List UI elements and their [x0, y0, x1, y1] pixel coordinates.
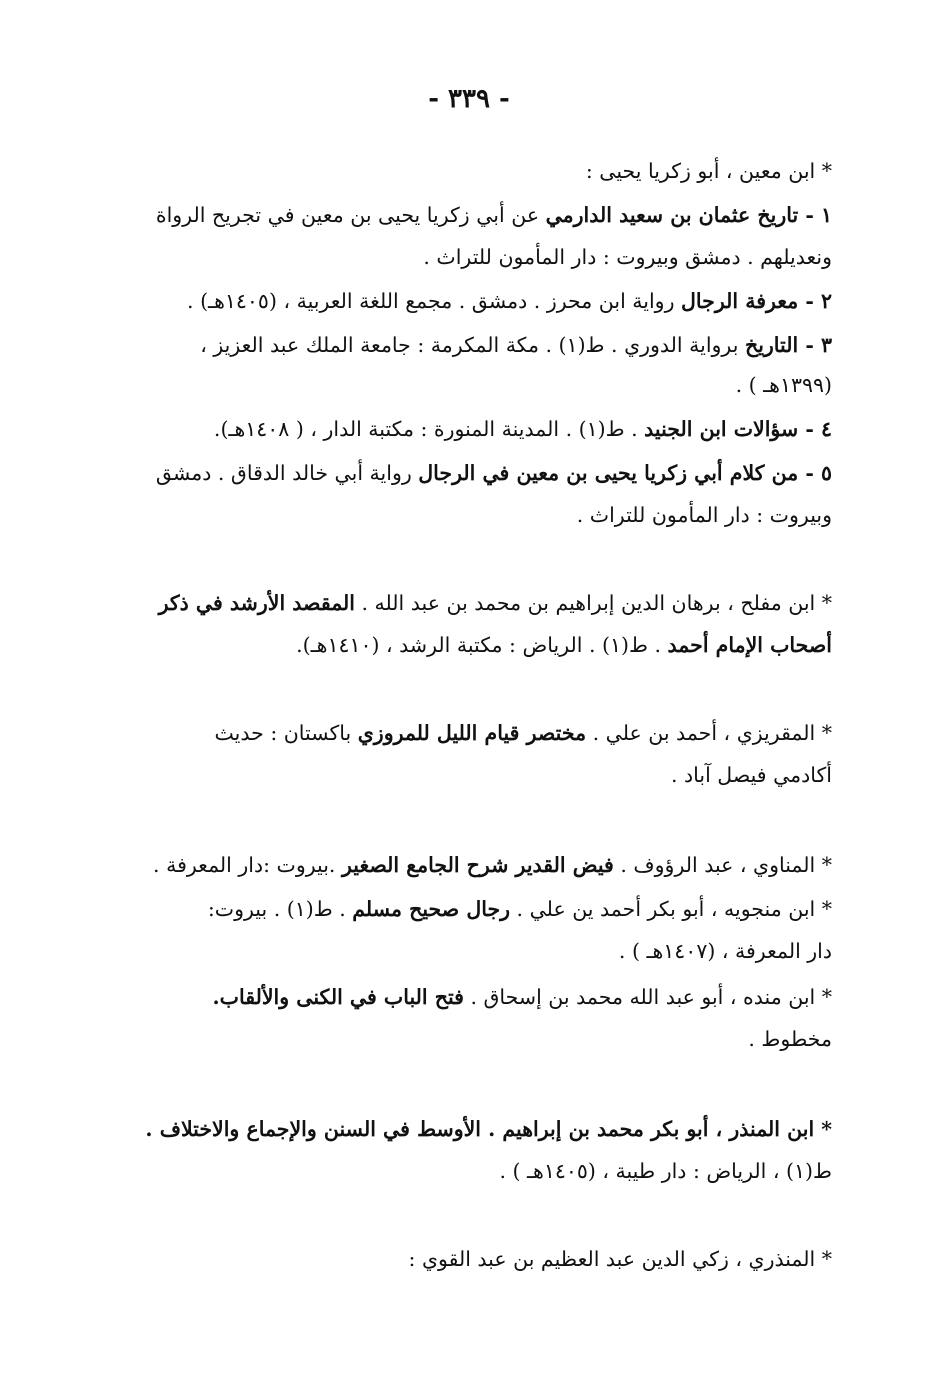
book-title: فتح الباب في الكنى والألقاب.: [212, 985, 464, 1009]
entry-item-2: [106, 280, 832, 322]
entry-ibn-mandah: [106, 976, 832, 1018]
book-title: معرفة الرجال: [681, 289, 799, 313]
entry-heading-ibn-main: * ابن معين ، أبو زكريا يحيى :: [585, 159, 832, 183]
item-number: ٣ -: [798, 333, 832, 357]
book-title: فيض القدير شرح الجامع الصغير: [341, 853, 614, 877]
entry-ibn-mandah-continued: مخطوط .: [748, 1027, 832, 1051]
book-title: من كلام أبي زكريا يحيى بن معين في الرجال: [418, 461, 799, 485]
item-details: رواية ابن محرز . دمشق . مجمع اللغة العربية ، (١٤٠٥هـ) .: [187, 289, 681, 313]
item-details: برواية الدوري . ط(١) . مكة المكرمة : جامعة الملك عبد العزيز ،: [200, 333, 745, 357]
item-number: ٤ -: [798, 417, 832, 441]
entry-item-1-continued: ونعديلهم . دمشق وبيروت : دار المأمون للتراث .: [423, 245, 832, 269]
entry-ibn-manjuyah-continued: دار المعرفة ، (١٤٠٧هـ ) .: [618, 939, 832, 963]
entry-ibn-muflih-continued: [106, 624, 832, 666]
item-details: . ط(١) . المدينة المنورة : مكتبة الدار ، ( ١٤٠٨هـ).: [213, 417, 645, 441]
book-title: المقصد الأرشد في ذكر: [158, 591, 355, 615]
publication-details: .بيروت :دار المعرفة .: [153, 853, 342, 877]
entry-item-5-continued: وبيروت : دار المأمون للتراث .: [576, 503, 832, 527]
book-title: التاريخ: [744, 333, 799, 357]
author-info: * ابن مفلح ، برهان الدين إبراهيم بن محمد بن عبد الله .: [354, 591, 832, 615]
entry-ibn-al-mundhir-continued: ط(١) ، الرياض : دار طيبة ، (١٤٠٥هـ ) .: [499, 1159, 832, 1183]
item-details: رواية أبي خالد الدقاق . دمشق: [155, 461, 419, 485]
entry-item-4: [106, 408, 832, 450]
entry-heading-al-mundhiri: * المنذري ، زكي الدين عبد العظيم بن عبد القوي :: [408, 1247, 832, 1271]
entry-al-munawi: [106, 844, 832, 886]
item-number: ١ -: [798, 203, 832, 227]
entry-item-5: [106, 452, 832, 494]
entry-item-3-continued: (١٣٩٩هـ ) .: [735, 373, 832, 397]
book-title: رجال صحيح مسلم: [352, 897, 511, 921]
book-title: مختصر قيام الليل للمروزي: [357, 721, 587, 745]
entry-al-maqrizi: [106, 712, 832, 754]
entry-ibn-al-mundhir: * ابن المنذر ، أبو بكر محمد بن إبراهيم . الأوسط في السنن والإجماع والاختلاف .: [145, 1117, 832, 1141]
publication-details: . ط(١) . الرياض : مكتبة الرشد ، (١٤١٠هـ).: [296, 633, 668, 657]
book-title-continued: أصحاب الإمام أحمد: [667, 633, 832, 657]
author-info: * المقريزي ، أحمد بن علي .: [586, 721, 832, 745]
item-number: ٢ -: [798, 289, 832, 313]
author-info: * ابن منده ، أبو عبد الله محمد بن إسحاق .: [463, 985, 832, 1009]
author-info: * المناوي ، عبد الرؤوف .: [613, 853, 832, 877]
author-info: * ابن منجويه ، أبو بكر أحمد ين علي .: [510, 897, 832, 921]
publication-details: باكستان : حديث: [214, 721, 358, 745]
publication-details: . ط(١) . بيروت:: [207, 897, 353, 921]
entry-ibn-manjuyah: [106, 888, 832, 930]
entry-item-3: [106, 324, 832, 366]
item-number: ٥ -: [798, 461, 832, 485]
item-details: عن أبي زكريا يحيى بن معين في تجريح الرواة: [155, 203, 546, 227]
entry-item-1: [106, 194, 832, 236]
page-number: - ٣٣٩ -: [428, 84, 510, 114]
entry-ibn-muflih: [106, 582, 832, 624]
book-title: تاريخ عثمان بن سعيد الدارمي: [545, 203, 799, 227]
entry-al-maqrizi-continued: أكادمي فيصل آباد .: [670, 763, 832, 787]
book-title: سؤالات ابن الجنيد: [644, 417, 799, 441]
